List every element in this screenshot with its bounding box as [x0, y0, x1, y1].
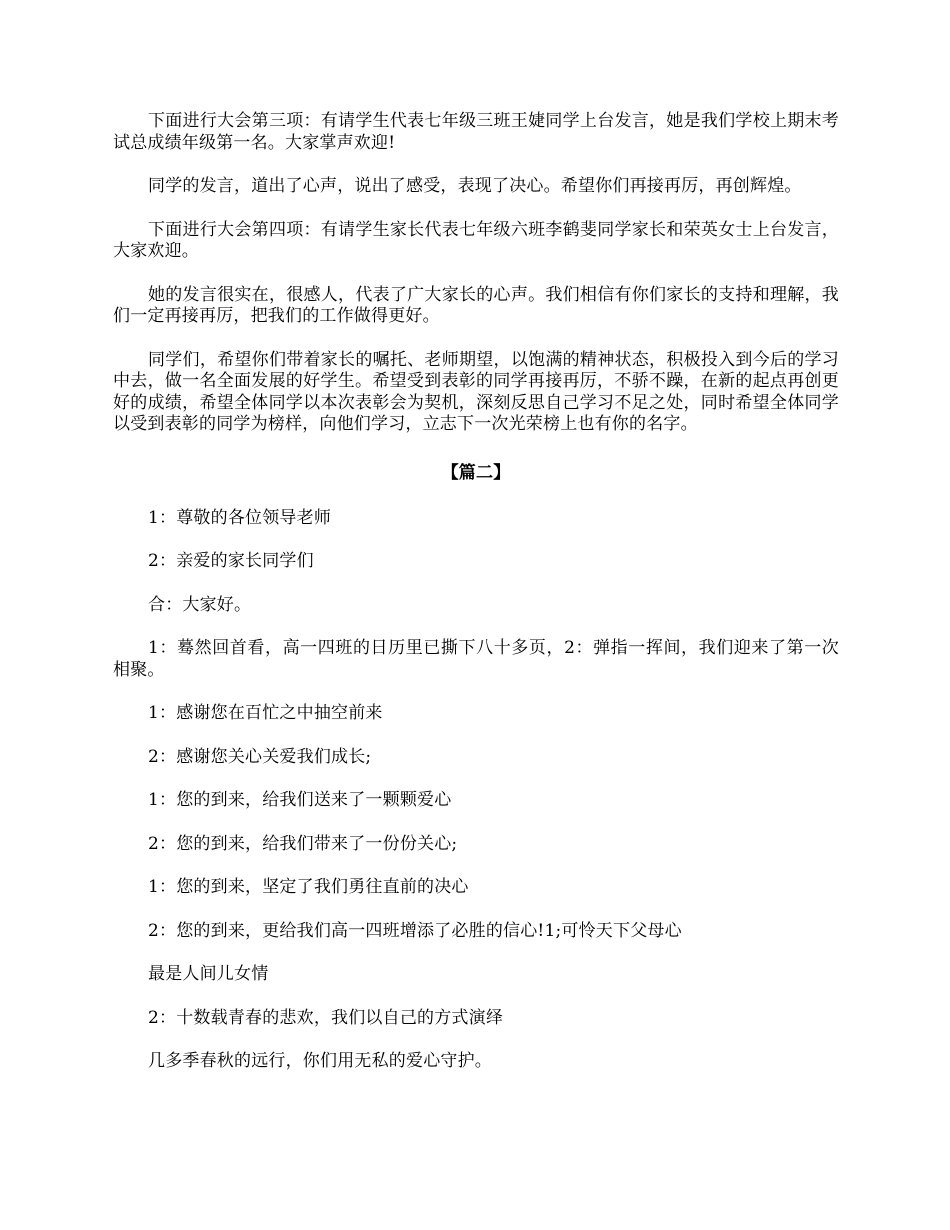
- paragraph: 1：蓦然回首看，高一四班的日历里已撕下八十多页，2：弹指一挥间，我们迎来了第一次相聚。: [113, 638, 839, 680]
- paragraph: 下面进行大会第四项：有请学生家长代表七年级六班李鹤斐同学家长和荣英女士上台发言，大家欢迎。: [113, 219, 839, 261]
- paragraph: 最是人间儿女情: [148, 964, 269, 984]
- paragraph: 2：您的到来，给我们带来了一份份关心;: [148, 833, 458, 854]
- paragraph: 1：感谢您在百忙之中抽空前来: [148, 703, 383, 723]
- paragraph: 2：您的到来，更给我们高一四班增添了必胜的信心!1;可怜天下父母心: [148, 920, 682, 941]
- paragraph: 同学的发言，道出了心声，说出了感受，表现了决心。希望你们再接再厉，再创辉煌。: [148, 176, 802, 196]
- paragraph: 2：亲爱的家长同学们: [148, 551, 314, 571]
- document-body: [113, 111, 839, 1073]
- paragraph: 1：您的到来，给我们送来了一颗颗爱心: [148, 790, 452, 810]
- paragraph: 2：十数载青春的悲欢，我们以自己的方式演绎: [148, 1007, 504, 1028]
- paragraph: 她的发言很实在，很感人，代表了广大家长的心声。我们相信有你们家长的支持和理解，我们一定再接再厉，把我们的工作做得更好。: [113, 284, 839, 326]
- paragraph: 几多季春秋的远行，你们用无私的爱心守护。: [148, 1051, 492, 1071]
- paragraph: 合：大家好。: [148, 594, 252, 615]
- paragraph: 1：您的到来，坚定了我们勇往直前的决心: [148, 877, 469, 897]
- paragraph: 2：感谢您关心关爱我们成长;: [148, 746, 372, 767]
- paragraph: 同学们，希望你们带着家长的嘱托、老师期望，以饱满的精神状态，积极投入到今后的学习中去，做一名全面发展的好学生。希望受到表彰的同学再接再厉，不骄不躁，在新的起点再创更好的成绩，希望全体同学以本次表彰会为契机，深刻反思自己学习不足之处，同时希望全体同学以受到表彰的同学为榜样，向他们学习，立志下一次光荣榜上也有你的名字。: [113, 349, 839, 434]
- paragraph: 下面进行大会第三项：有请学生代表七年级三班王婕同学上台发言，她是我们学校上期末考试总成绩年级第一名。大家掌声欢迎!: [113, 111, 839, 153]
- section-heading: 【篇二】: [441, 462, 511, 483]
- paragraph: 1：尊敬的各位领导老师: [148, 507, 332, 528]
